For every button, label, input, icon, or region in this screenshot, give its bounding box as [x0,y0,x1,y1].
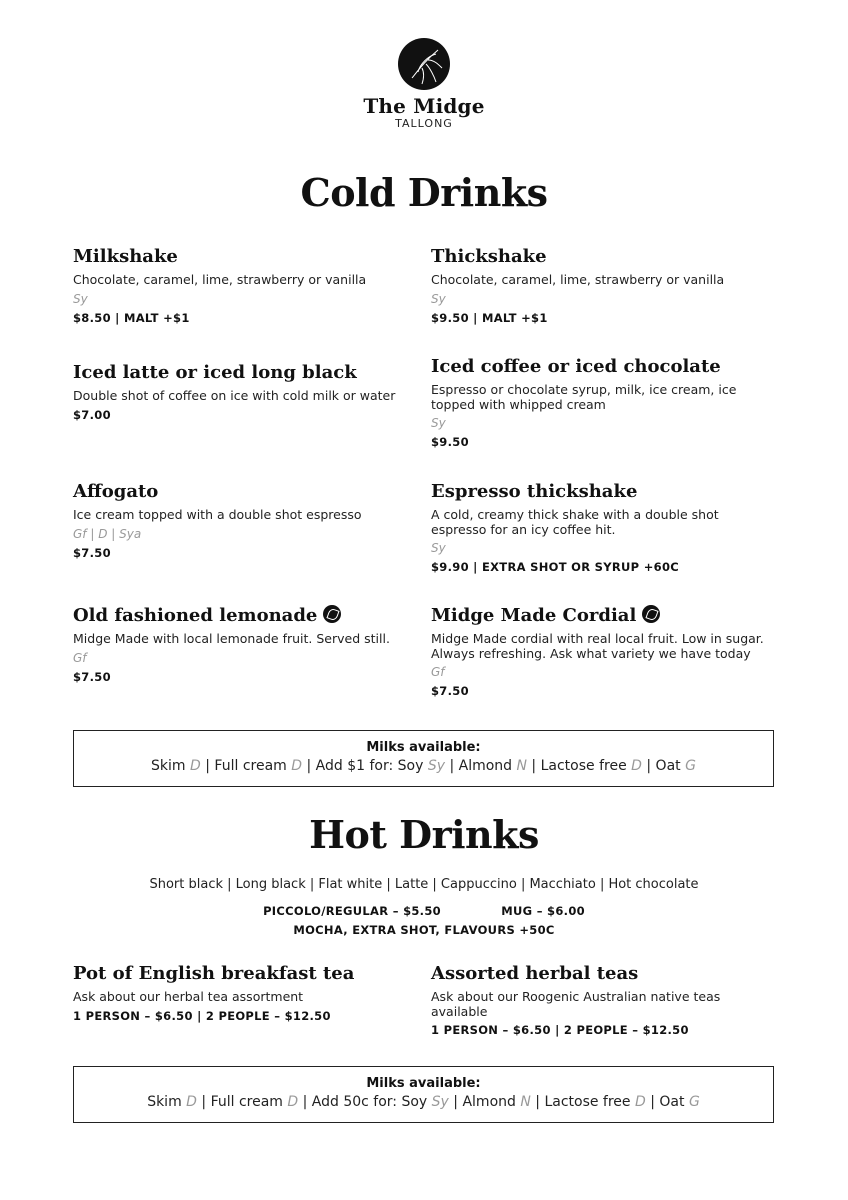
item-description: Ice cream topped with a double shot espresso [73,507,362,522]
menu-item [431,481,771,575]
item-dietary: Gf [431,665,445,679]
milks-title: Milks available: [366,740,481,755]
milks-options [74,1094,773,1110]
item-price: $7.50 [73,545,111,560]
item-dietary: Gf [73,650,87,665]
item-price: $8.50 | MALT +$1 [73,310,190,325]
item-price: $7.00 [73,407,111,422]
menu-item [431,356,771,450]
dietary-code: G [685,758,696,774]
menu-item [73,362,413,423]
midge-made-icon [323,605,341,623]
milks-title: Milks available: [366,1076,481,1091]
item-name: Milkshake [73,246,178,267]
milk-option: | Almond [445,758,517,774]
dietary-code: D [186,1094,197,1110]
dietary-code: D [190,758,201,774]
hot-drinks-prices [0,904,848,918]
dietary-code: N [516,758,527,774]
item-description: Chocolate, caramel, lime, strawberry or vanilla [431,272,725,287]
dietary-code: D [635,1094,646,1110]
item-description: Double shot of coffee on ice with cold milk or water [73,388,396,403]
menu-item [73,246,413,326]
menu-item [431,963,771,1038]
milk-option: | Lactose free [530,1094,635,1110]
item-name: Assorted herbal teas [431,963,639,984]
item-description: Ask about our herbal tea assortment [73,989,304,1004]
milk-option: | Full cream [196,1094,288,1110]
milk-option: | Add $1 for: Soy [302,758,428,774]
plant-logo-icon [398,38,450,90]
milks-available-box [73,730,774,787]
dietary-code: D [291,758,303,774]
dietary-code: Sy [431,1094,449,1110]
milk-option: | Full cream [200,758,292,774]
brand-location: TALLONG [395,117,453,130]
item-name: Espresso thickshake [431,481,638,502]
price-mug: MUG – $6.00 [501,904,585,918]
item-price: 1 PERSON – $6.50 | 2 PEOPLE – $12.50 [73,1008,331,1023]
item-description: Espresso or chocolate syrup, milk, ice cream, ice topped with whipped cream [431,382,737,412]
item-description: Ask about our Roogenic Australian native teas available [431,989,721,1019]
item-price: $9.90 | EXTRA SHOT OR SYRUP +60C [431,560,679,574]
item-price: $9.50 | MALT +$1 [431,310,548,325]
brand-name: The Midge [363,94,485,118]
dietary-code: G [688,1094,700,1110]
item-dietary: Sy [431,416,446,430]
menu-item [431,605,771,699]
midge-made-icon [642,605,660,623]
menu-item [73,963,413,1024]
brand-header [0,38,848,130]
hot-drinks-extras: MOCHA, EXTRA SHOT, FLAVOURS +50C [293,923,555,937]
item-price: $7.50 [431,684,469,698]
item-name: Midge Made Cordial [431,605,637,626]
cold-drinks-title: Cold Drinks [300,170,548,215]
item-price: 1 PERSON – $6.50 | 2 PEOPLE – $12.50 [431,1023,689,1037]
milk-option: | Lactose free [526,758,632,774]
item-price: $7.50 [73,669,111,684]
milk-option: | Add 50c for: Soy [298,1094,432,1110]
item-name: Iced coffee or iced chocolate [431,356,721,377]
milk-option: Skim [151,758,191,774]
item-price: $9.50 [431,435,469,449]
item-dietary: Sy [73,291,88,306]
item-name: Iced latte or iced long black [73,362,357,383]
item-dietary: Gf | D | Sya [73,526,142,541]
hot-drinks-title: Hot Drinks [309,812,539,857]
hot-drinks-list: Short black | Long black | Flat white | Latte | Cappuccino | Macchiato | Hot chocolate [149,877,699,892]
item-description: Midge Made with local lemonade fruit. Served still. [73,631,390,646]
item-name-row [73,605,413,627]
milk-option: | Almond [448,1094,521,1110]
dietary-code: D [287,1094,299,1110]
item-name: Thickshake [431,246,547,267]
item-description: Midge Made cordial with real local fruit. Low in sugar. Always refreshing. Ask what variety we have today [431,631,764,661]
milk-option: | Oat [641,758,686,774]
item-name: Pot of English breakfast tea [73,963,355,984]
dietary-code: N [520,1094,531,1110]
item-dietary: Sy [431,541,446,555]
price-regular: PICCOLO/REGULAR – $5.50 [263,904,441,918]
item-dietary: Sy [431,291,446,306]
milks-available-box [73,1066,774,1123]
dietary-code: Sy [427,758,445,774]
milk-option: | Oat [645,1094,689,1110]
milks-options [74,758,773,774]
menu-item [73,605,413,685]
menu-item [73,481,413,561]
item-description: A cold, creamy thick shake with a double shot espresso for an icy coffee hit. [431,507,719,537]
item-name-row [431,605,771,627]
menu-item [431,246,771,326]
item-name: Affogato [73,481,159,502]
item-name: Old fashioned lemonade [73,605,318,626]
dietary-code: D [631,758,642,774]
milk-option: Skim [147,1094,187,1110]
item-description: Chocolate, caramel, lime, strawberry or vanilla [73,272,367,287]
